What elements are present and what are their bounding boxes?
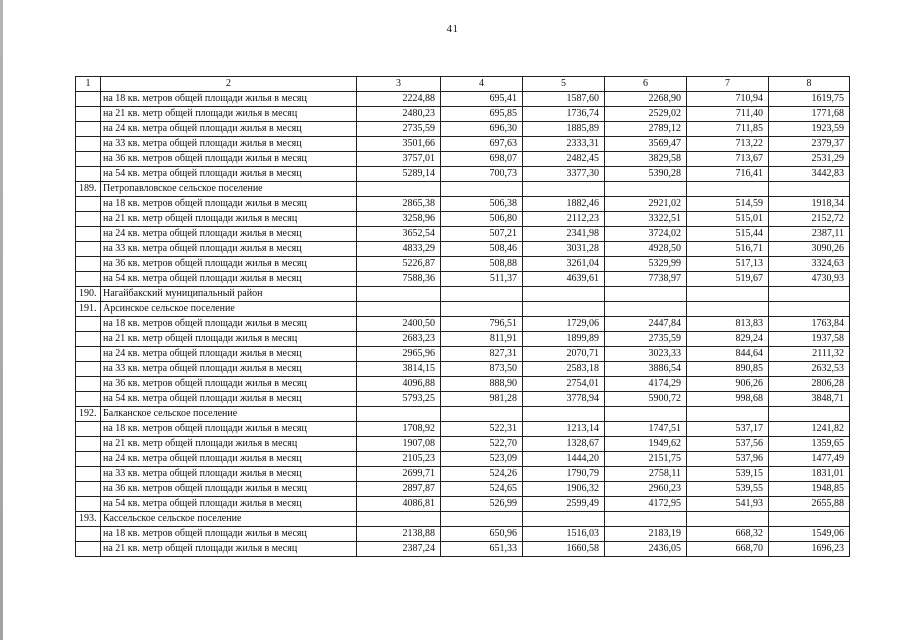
value-cell: 2754,01 [523,377,605,392]
value-cell: 811,91 [441,332,523,347]
empty-cell [441,287,523,302]
value-cell: 2111,32 [769,347,850,362]
value-cell: 2480,23 [357,107,441,122]
value-cell: 796,51 [441,317,523,332]
table-row [76,242,850,257]
value-cell: 2341,98 [523,227,605,242]
value-cell: 508,46 [441,242,523,257]
value-cell: 2379,37 [769,137,850,152]
value-cell: 651,33 [441,542,523,557]
empty-index-cell [76,452,101,467]
value-cell: 5289,14 [357,167,441,182]
row-label: на 21 кв. метр общей площади жилья в месяц [101,332,357,347]
value-cell: 511,37 [441,272,523,287]
empty-cell [687,182,769,197]
empty-cell [441,512,523,527]
row-label: на 24 кв. метра общей площади жилья в месяц [101,122,357,137]
header-row [76,77,850,92]
value-cell: 2529,02 [605,107,687,122]
value-cell: 4172,95 [605,497,687,512]
value-cell: 5793,25 [357,392,441,407]
empty-cell [605,407,687,422]
value-cell: 7738,97 [605,272,687,287]
section-title: Арсинское сельское поселение [101,302,357,317]
value-cell: 3023,33 [605,347,687,362]
table-row [76,167,850,182]
value-cell: 3261,04 [523,257,605,272]
empty-cell [523,182,605,197]
value-cell: 1906,32 [523,482,605,497]
value-cell: 1359,65 [769,437,850,452]
row-label: на 33 кв. метра общей площади жилья в месяц [101,137,357,152]
value-cell: 2699,71 [357,467,441,482]
value-cell: 711,85 [687,122,769,137]
empty-cell [357,182,441,197]
value-cell: 827,31 [441,347,523,362]
value-cell: 2436,05 [605,542,687,557]
empty-index-cell [76,362,101,377]
empty-index-cell [76,497,101,512]
value-cell: 1736,74 [523,107,605,122]
value-cell: 2655,88 [769,497,850,512]
header-cell: 2 [101,77,357,92]
empty-index-cell [76,527,101,542]
value-cell: 2268,90 [605,92,687,107]
empty-index-cell [76,422,101,437]
empty-index-cell [76,542,101,557]
section-row [76,512,850,527]
value-cell: 506,38 [441,197,523,212]
table-row [76,497,850,512]
value-cell: 1213,14 [523,422,605,437]
value-cell: 4730,93 [769,272,850,287]
empty-index-cell [76,347,101,362]
value-cell: 3501,66 [357,137,441,152]
header-cell: 7 [687,77,769,92]
row-label: на 54 кв. метра общей площади жилья в месяц [101,392,357,407]
empty-cell [769,407,850,422]
row-label: на 54 кв. метра общей площади жилья в месяц [101,272,357,287]
value-cell: 517,13 [687,257,769,272]
value-cell: 2897,87 [357,482,441,497]
value-cell: 711,40 [687,107,769,122]
empty-cell [357,512,441,527]
table-row [76,377,850,392]
table-body [76,92,850,557]
value-cell: 7588,36 [357,272,441,287]
value-cell: 1444,20 [523,452,605,467]
value-cell: 1907,08 [357,437,441,452]
page-number: 41 [446,23,459,35]
empty-index-cell [76,332,101,347]
value-cell: 2865,38 [357,197,441,212]
empty-cell [605,302,687,317]
value-cell: 3090,26 [769,242,850,257]
section-index: 193. [76,512,101,527]
value-cell: 716,41 [687,167,769,182]
header-cell: 5 [523,77,605,92]
value-cell: 2960,23 [605,482,687,497]
empty-cell [523,512,605,527]
value-cell: 2333,31 [523,137,605,152]
value-cell: 506,80 [441,212,523,227]
value-cell: 2070,71 [523,347,605,362]
value-cell: 1549,06 [769,527,850,542]
value-cell: 2105,23 [357,452,441,467]
row-label: на 24 кв. метра общей площади жилья в месяц [101,452,357,467]
value-cell: 695,85 [441,107,523,122]
value-cell: 3258,96 [357,212,441,227]
empty-index-cell [76,107,101,122]
value-cell: 526,99 [441,497,523,512]
row-label: на 21 кв. метр общей площади жилья в месяц [101,107,357,122]
value-cell: 2138,88 [357,527,441,542]
value-cell: 2758,11 [605,467,687,482]
table-row [76,122,850,137]
value-cell: 5226,87 [357,257,441,272]
empty-cell [605,182,687,197]
value-cell: 2683,23 [357,332,441,347]
value-cell: 2735,59 [357,122,441,137]
empty-index-cell [76,437,101,452]
value-cell: 700,73 [441,167,523,182]
value-cell: 650,96 [441,527,523,542]
value-cell: 5329,99 [605,257,687,272]
empty-cell [769,182,850,197]
table-row [76,227,850,242]
section-index: 192. [76,407,101,422]
empty-cell [357,287,441,302]
table-row [76,317,850,332]
value-cell: 890,85 [687,362,769,377]
empty-index-cell [76,242,101,257]
value-cell: 2789,12 [605,122,687,137]
section-row [76,407,850,422]
value-cell: 522,70 [441,437,523,452]
value-cell: 1923,59 [769,122,850,137]
value-cell: 888,90 [441,377,523,392]
value-cell: 537,17 [687,422,769,437]
value-cell: 695,41 [441,92,523,107]
value-cell: 3814,15 [357,362,441,377]
value-cell: 3569,47 [605,137,687,152]
table-row [76,272,850,287]
section-index: 191. [76,302,101,317]
value-cell: 668,70 [687,542,769,557]
empty-index-cell [76,317,101,332]
section-row [76,302,850,317]
empty-index-cell [76,197,101,212]
header-cell: 6 [605,77,687,92]
value-cell: 4639,61 [523,272,605,287]
value-cell: 537,96 [687,452,769,467]
value-cell: 2735,59 [605,332,687,347]
row-label: на 24 кв. метра общей площади жилья в месяц [101,227,357,242]
table-row [76,212,850,227]
table-row [76,527,850,542]
value-cell: 524,65 [441,482,523,497]
value-cell: 3652,54 [357,227,441,242]
value-cell: 4086,81 [357,497,441,512]
value-cell: 2531,29 [769,152,850,167]
value-cell: 697,63 [441,137,523,152]
tariff-table [75,76,850,557]
empty-cell [441,407,523,422]
table-row [76,437,850,452]
value-cell: 515,01 [687,212,769,227]
value-cell: 2400,50 [357,317,441,332]
value-cell: 2224,88 [357,92,441,107]
row-label: на 21 кв. метр общей площади жилья в месяц [101,542,357,557]
row-label: на 33 кв. метра общей площади жилья в месяц [101,467,357,482]
value-cell: 4833,29 [357,242,441,257]
empty-cell [441,182,523,197]
value-cell: 2112,23 [523,212,605,227]
row-label: на 18 кв. метров общей площади жилья в месяц [101,197,357,212]
empty-cell [523,302,605,317]
value-cell: 1516,03 [523,527,605,542]
empty-index-cell [76,392,101,407]
value-cell: 668,32 [687,527,769,542]
table-row [76,362,850,377]
value-cell: 2387,11 [769,227,850,242]
value-cell: 1708,92 [357,422,441,437]
page-scan-edge [0,0,3,640]
value-cell: 1771,68 [769,107,850,122]
row-label: на 54 кв. метра общей площади жилья в месяц [101,167,357,182]
value-cell: 2599,49 [523,497,605,512]
value-cell: 1747,51 [605,422,687,437]
row-label: на 21 кв. метр общей площади жилья в месяц [101,437,357,452]
empty-cell [605,287,687,302]
value-cell: 1763,84 [769,317,850,332]
empty-index-cell [76,482,101,497]
value-cell: 519,67 [687,272,769,287]
table-row [76,422,850,437]
value-cell: 2921,02 [605,197,687,212]
value-cell: 1949,62 [605,437,687,452]
empty-cell [357,302,441,317]
table-row [76,107,850,122]
value-cell: 522,31 [441,422,523,437]
value-cell: 2152,72 [769,212,850,227]
empty-cell [523,407,605,422]
value-cell: 1790,79 [523,467,605,482]
value-cell: 1729,06 [523,317,605,332]
header-cell: 8 [769,77,850,92]
value-cell: 5900,72 [605,392,687,407]
row-label: на 54 кв. метра общей площади жилья в месяц [101,497,357,512]
value-cell: 1241,82 [769,422,850,437]
table-row [76,392,850,407]
value-cell: 1696,23 [769,542,850,557]
empty-index-cell [76,212,101,227]
value-cell: 3031,28 [523,242,605,257]
value-cell: 4174,29 [605,377,687,392]
value-cell: 998,68 [687,392,769,407]
table-row [76,482,850,497]
empty-index-cell [76,467,101,482]
value-cell: 1587,60 [523,92,605,107]
empty-index-cell [76,92,101,107]
table-row [76,347,850,362]
row-label: на 36 кв. метров общей площади жилья в месяц [101,152,357,167]
value-cell: 1918,34 [769,197,850,212]
section-title: Балканское сельское поселение [101,407,357,422]
value-cell: 813,83 [687,317,769,332]
value-cell: 1899,89 [523,332,605,347]
empty-index-cell [76,377,101,392]
table-row [76,137,850,152]
header-cell: 3 [357,77,441,92]
empty-cell [687,302,769,317]
value-cell: 4096,88 [357,377,441,392]
empty-index-cell [76,152,101,167]
empty-index-cell [76,257,101,272]
value-cell: 3324,63 [769,257,850,272]
table-row [76,92,850,107]
value-cell: 508,88 [441,257,523,272]
value-cell: 537,56 [687,437,769,452]
row-label: на 18 кв. метров общей площади жилья в месяц [101,422,357,437]
empty-cell [441,302,523,317]
value-cell: 2447,84 [605,317,687,332]
value-cell: 2183,19 [605,527,687,542]
empty-index-cell [76,122,101,137]
value-cell: 2965,96 [357,347,441,362]
section-row [76,182,850,197]
empty-cell [523,287,605,302]
row-label: на 33 кв. метра общей площади жилья в месяц [101,242,357,257]
table-row [76,152,850,167]
value-cell: 873,50 [441,362,523,377]
empty-cell [687,287,769,302]
empty-index-cell [76,272,101,287]
value-cell: 2387,24 [357,542,441,557]
empty-cell [605,512,687,527]
value-cell: 3442,83 [769,167,850,182]
header-cell: 1 [76,77,101,92]
row-label: на 18 кв. метров общей площади жилья в месяц [101,92,357,107]
value-cell: 1885,89 [523,122,605,137]
empty-cell [687,512,769,527]
value-cell: 713,22 [687,137,769,152]
value-cell: 5390,28 [605,167,687,182]
row-label: на 36 кв. метров общей площади жилья в месяц [101,257,357,272]
value-cell: 523,09 [441,452,523,467]
value-cell: 906,26 [687,377,769,392]
empty-cell [687,407,769,422]
value-cell: 515,44 [687,227,769,242]
section-index: 189. [76,182,101,197]
value-cell: 1328,67 [523,437,605,452]
row-label: на 18 кв. метров общей площади жилья в месяц [101,317,357,332]
value-cell: 696,30 [441,122,523,137]
value-cell: 1831,01 [769,467,850,482]
value-cell: 3829,58 [605,152,687,167]
empty-index-cell [76,137,101,152]
value-cell: 1619,75 [769,92,850,107]
value-cell: 2482,45 [523,152,605,167]
table-row [76,452,850,467]
value-cell: 3848,71 [769,392,850,407]
value-cell: 524,26 [441,467,523,482]
value-cell: 3377,30 [523,167,605,182]
value-cell: 3757,01 [357,152,441,167]
value-cell: 541,93 [687,497,769,512]
row-label: на 18 кв. метров общей площади жилья в месяц [101,527,357,542]
value-cell: 516,71 [687,242,769,257]
value-cell: 1937,58 [769,332,850,347]
section-row [76,287,850,302]
row-label: на 36 кв. метров общей площади жилья в месяц [101,377,357,392]
row-label: на 33 кв. метра общей площади жилья в месяц [101,362,357,377]
value-cell: 539,15 [687,467,769,482]
value-cell: 2632,53 [769,362,850,377]
row-label: на 21 кв. метр общей площади жилья в месяц [101,212,357,227]
value-cell: 698,07 [441,152,523,167]
row-label: на 36 кв. метров общей площади жилья в месяц [101,482,357,497]
value-cell: 1477,49 [769,452,850,467]
value-cell: 3322,51 [605,212,687,227]
table-row [76,332,850,347]
table-row [76,467,850,482]
empty-cell [769,512,850,527]
section-title: Петропавловское сельское поселение [101,182,357,197]
value-cell: 3886,54 [605,362,687,377]
value-cell: 1660,58 [523,542,605,557]
value-cell: 3724,02 [605,227,687,242]
section-title: Нагайбакский муниципальный район [101,287,357,302]
section-title: Кассельское сельское поселение [101,512,357,527]
value-cell: 2806,28 [769,377,850,392]
value-cell: 844,64 [687,347,769,362]
value-cell: 1882,46 [523,197,605,212]
header-cell: 4 [441,77,523,92]
empty-cell [357,407,441,422]
value-cell: 981,28 [441,392,523,407]
table-row [76,197,850,212]
value-cell: 4928,50 [605,242,687,257]
row-label: на 24 кв. метра общей площади жилья в месяц [101,347,357,362]
value-cell: 1948,85 [769,482,850,497]
section-index: 190. [76,287,101,302]
empty-index-cell [76,167,101,182]
value-cell: 713,67 [687,152,769,167]
empty-cell [769,302,850,317]
empty-cell [769,287,850,302]
value-cell: 2583,18 [523,362,605,377]
value-cell: 2151,75 [605,452,687,467]
value-cell: 507,21 [441,227,523,242]
value-cell: 539,55 [687,482,769,497]
table-row [76,542,850,557]
value-cell: 514,59 [687,197,769,212]
table-row [76,257,850,272]
value-cell: 710,94 [687,92,769,107]
value-cell: 3778,94 [523,392,605,407]
value-cell: 829,24 [687,332,769,347]
empty-index-cell [76,227,101,242]
